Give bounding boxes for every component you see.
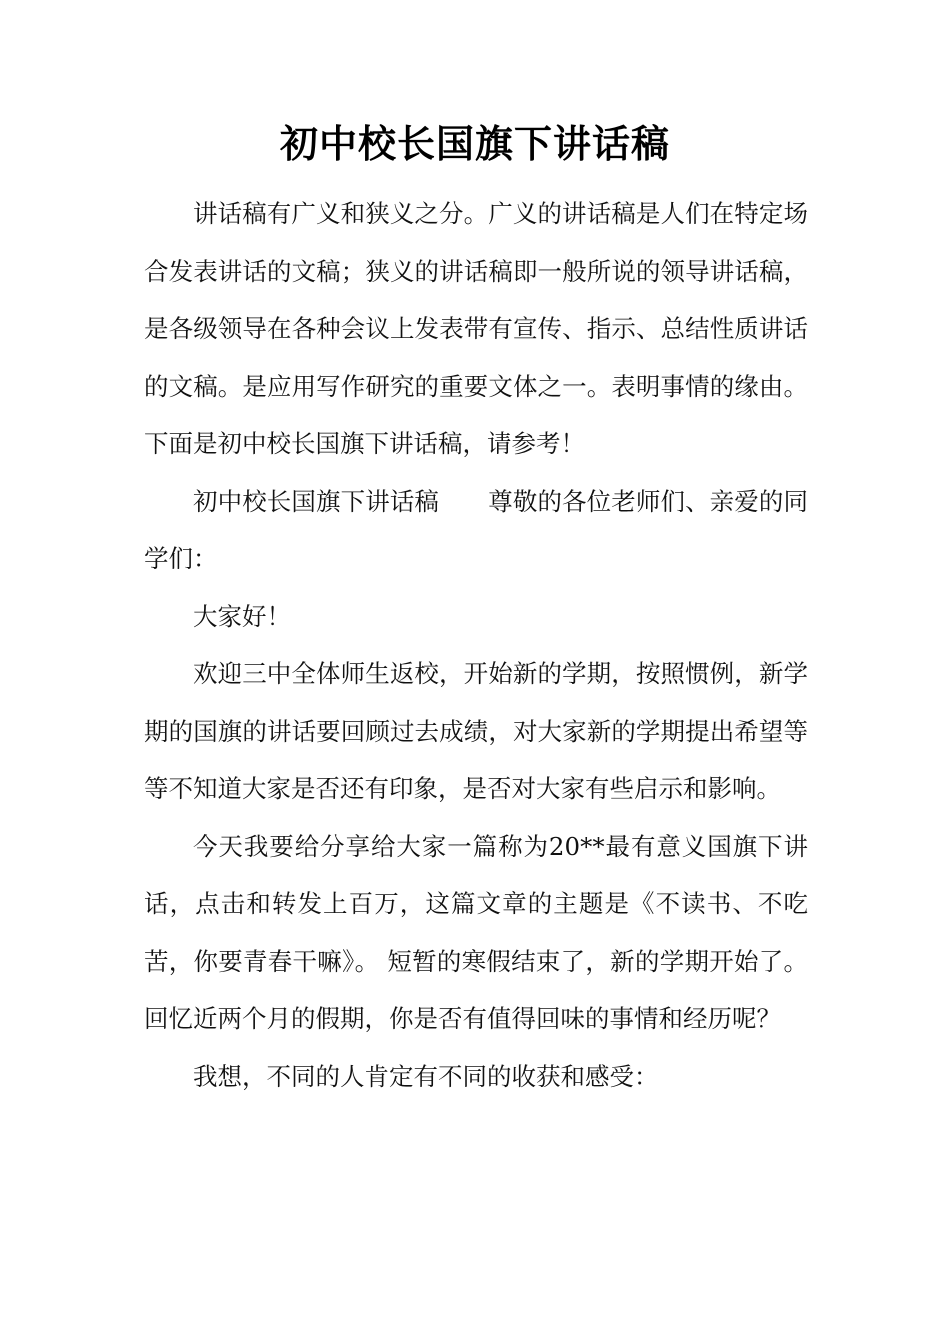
- paragraph-welcome: 欢迎三中全体师生返校，开始新的学期，按照惯例，新学期的国旗的讲话要回顾过去成绩，对大家新的学期提出希望等等不知道大家是否还有印象，是否对大家有些启示和影响。: [144, 659, 808, 803]
- paragraph-intro: 讲话稿有广义和狭义之分。广义的讲话稿是人们在特定场合发表讲话的文稿；狭义的讲话稿即一般所说的领导讲话稿，是各级领导在各种会议上发表带有宣传、指示、总结性质讲话的文稿。是应用写作研究的重要文体之一。表明事情的缘由。下面是初中校长国旗下讲话稿，请参考！: [144, 199, 808, 458]
- paragraph-sharing: 今天我要给分享给大家一篇称为20**最有意义国旗下讲话，点击和转发上百万，这篇文章的主题是《不读书、不吃苦，你要青春干嘛》。 短暂的寒假结束了，新的学期开始了。回忆近两个月的假期，你是否有值得回味的事情和经历呢？: [144, 831, 808, 1033]
- document-body: [144, 185, 808, 1105]
- paragraph-hello: 大家好！: [193, 601, 291, 631]
- paragraph-reflection: 我想，不同的人肯定有不同的收获和感受：: [193, 1061, 659, 1091]
- paragraph-greeting-heading: 初中校长国旗下讲话稿 尊敬的各位老师们、亲爱的同学们：: [144, 486, 808, 573]
- document-title: 初中校长国旗下讲话稿: [279, 122, 670, 166]
